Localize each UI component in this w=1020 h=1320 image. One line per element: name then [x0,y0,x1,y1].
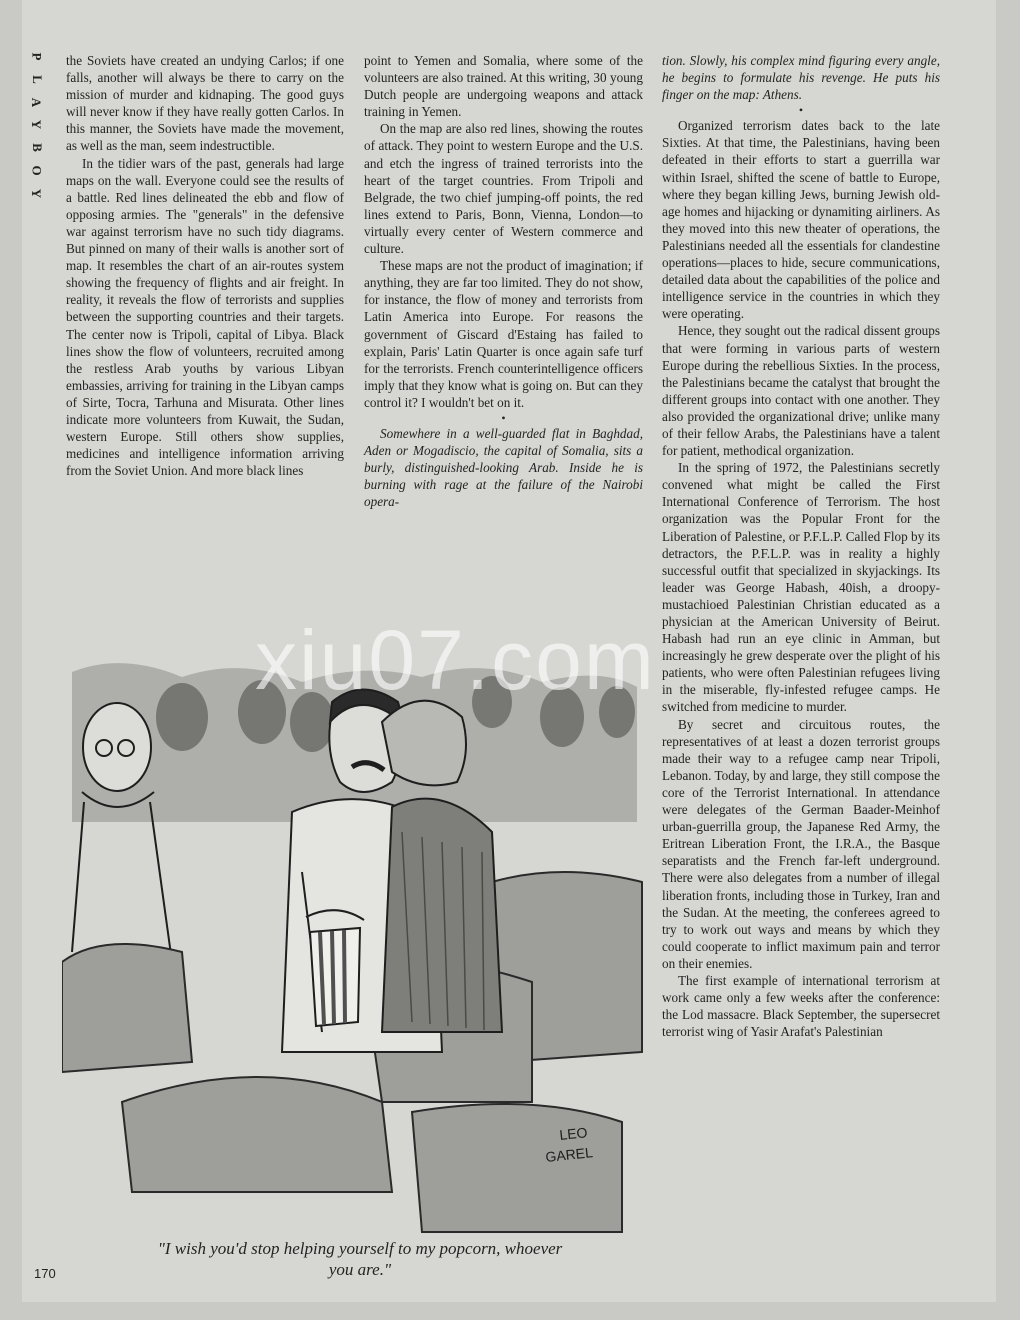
paragraph: These maps are not the product of imagination; if anything, they are far too limited. They do not show, for instance, the flow of money and terrorists from Latin America into Europe. For reasons the government of Giscard d'Estaing has failed to explain, Paris' Latin Quarter is once again safe turf for the terrorists. French counterintelligence officers imply that they know what is going on. But can they control it? I wouldn't bet on it. [364,258,643,410]
left-margin [0,0,22,1320]
paragraph: The first example of international terrorism at work came only a few weeks after the conference: the Lod massacre. Black September, the supersecret terrorist wing of Yasir Arafat's Palestinian [662,972,940,1040]
paragraph: point to Yemen and Somalia, where some of the volunteers are also trained. At this writing, 30 young Dutch people are undergoing weapons and attack training in Yemen. [364,53,643,120]
cartoon-illustration [62,632,644,1234]
runner-letter: Y [29,188,45,199]
article-column-1 [66,52,344,479]
article-column-2 [364,52,643,510]
bottom-margin [0,1302,1020,1320]
paragraph: tion. Slowly, his complex mind figuring every angle, he begins to formulate his revenge. He puts his finger on the map: Athens. [662,53,940,103]
paragraph: In the tidier wars of the past, generals had large maps on the wall. Everyone could see the results of a battle. Red lines delineated the ebb and flow of opposing armies. The "generals" in the defensive war against terrorism have no such tidy diagrams. But pinned on many of their walls is another sort of map. It resembles the chart of an air-routes system showing the frequency of flights and air freight. In reality, it reveals the flow of terrorists and supplies between the supporting countries and their targets. The center now is Tripoli, capital of Libya. Black lines show the flow of volunteers, recruited among the restless Arab youths by various Libyan embassies, arriving for training in the Libyan camps of Sirte, Tocra, Tarhuna and Misurata. Other lines indicate more volunteers from Kuwait, the Sudan, western Europe. Still others show supplies, medicines and intelligence information arriving from the Soviet Union. And more black lines [66,155,344,479]
cartoon-caption: "I wish you'd stop helping yourself to my popcorn, whoever you are." [157,1239,563,1279]
artist-signature-line1: LEO [558,1124,589,1143]
paragraph: Hence, they sought out the radical dissent groups that were forming in various parts of western Europe during the rebellious Sixties. In the process, the Palestinians became the catalyst that brought the different groups into contact with one another. They also provided the organizational drive; unlike many of their fellow Arabs, the Palestinians have a talent for patient, methodical organization. [662,323,940,459]
paragraph: In the spring of 1972, the Palestinians secretly convened what might be called the First International Conference of Terrorism. The host organization was the Popular Front for the Liberation of Palestine, or P.F.L.P. Called Flop by its detractors, the P.F.L.P. was in reality a highly successful outfit that specialized in skyjackings. Its leader was George Habash, 40ish, a droopy-mustachioed Palestinian Christian educated as a physician at the American University of Beirut. Habash had run an eye clinic in Amman, but increasingly he grew desperate over the plight of his patients, who were often Palestinian refugees living in the miserable, fly-infested refugee camps. He switched from medicine to murder. [662,460,940,715]
paragraph: On the map are also red lines, showing the routes of attack. They point to western Europe and the U.S. and etch the ingress of trained terrorists into the heart of the target countries. From Tripoli and Belgrade, the two chief jumping-off points, the red lines extend to Paris, Bonn, Vienna, London—to virtually every center of Western commerce and culture. [364,121,643,257]
section-break-dot: • [501,410,506,425]
runner-letter: A [29,97,45,107]
runner-letter: Y [29,120,45,130]
paragraph: the Soviets have created an undying Carlos; if one falls, another will always be there to carry on the mission of murder and kidnaping. The good guys will never know if they have really gotten Carlos. In this manner, the Soviets have made the movement, as well as the man, seem indestructible. [66,53,344,154]
paragraph: Organized terrorism dates back to the late Sixties. At that time, the Palestinians, having been defeated in their efforts to start a guerrilla war within Israel, shifted the scene of battle to Europe, where they began killing Jews, burning Jewish old-age homes and hijacking or dynamiting airliners. As they moved into this new theater of operations, the Palestinians needed all the essentials for clandestine operations—places to hide, secure communications, detailed data about the capabilities of the police and intelligence service in the countries in which they were operating. [662,118,940,322]
runner-letter: B [29,143,45,153]
runner-letter: O [29,165,45,176]
paragraph: By secret and circuitous routes, the representatives of at least a dozen terrorist groups made their way to a refugee camp near Tripoli, Lebanon. Today, by and large, they still compose the core of the Terrorist International. In attendance were delegates of the German Baader-Meinhof urban-guerrilla group, the Japanese Red Army, the Eritrean Liberation Front, the I.R.A., the Basque separatists and the French far-left underground. There were also delegates from a number of illegal liberation fronts, including those in Turkey, Iran and the Sudan. At the meeting, the conferees agreed to try to work out ways and means by which they could cooperate to inflict maximum pain and terror on their enemies. [662,716,940,971]
section-break-dot: • [798,103,804,118]
right-margin [996,0,1020,1320]
paragraph: Somewhere in a well-guarded flat in Baghdad, Aden or Mogadiscio, the capital of Somalia, sits a burly, distinguished-looking Arab. Inside he is burning with rage at the failure of the Nairobi opera- [364,425,643,510]
runner-letter: L [29,74,45,84]
watermark: xiu07.com [255,613,656,707]
runner-letter: P [29,52,45,61]
magazine-runner [27,50,47,200]
page-number: 170 [34,1266,56,1281]
artist-signature-line2: GAREL [544,1144,594,1165]
article-column-3 [662,52,940,1040]
